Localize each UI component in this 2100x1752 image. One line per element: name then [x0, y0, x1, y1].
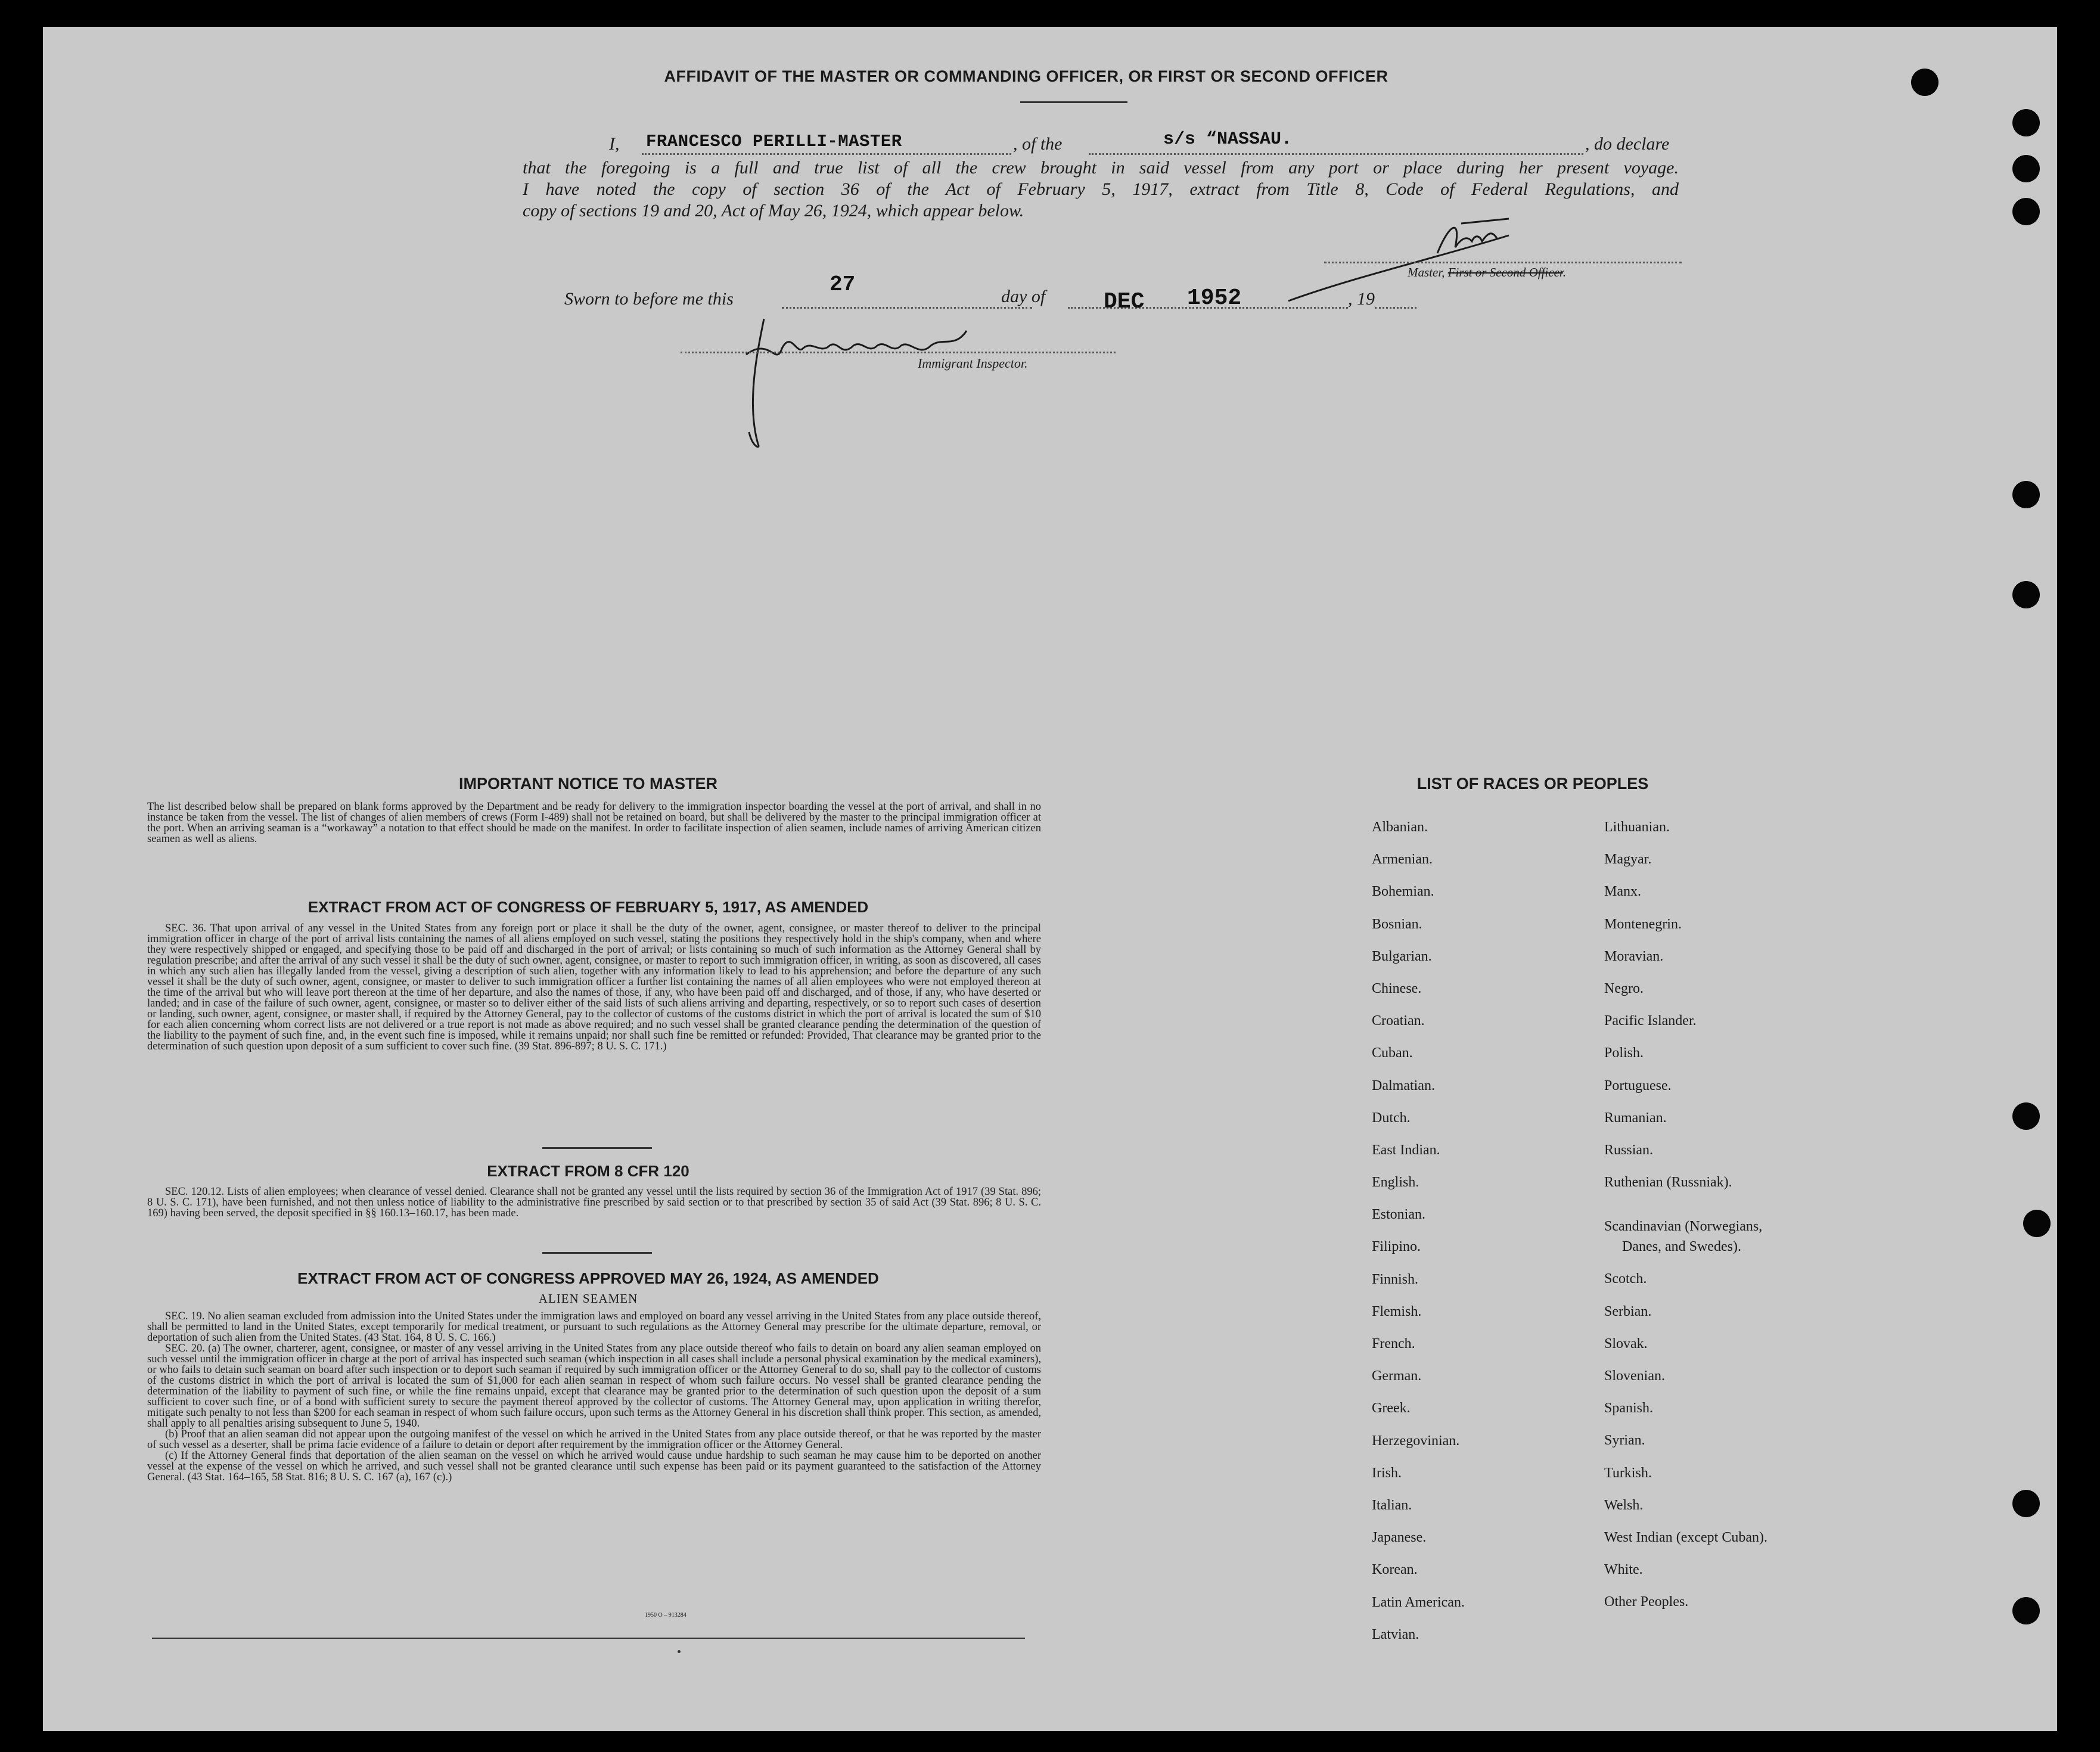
race-item: Cuban.: [1372, 1045, 1413, 1061]
sec-20c-text: (c) If the Attorney General finds that deportation of the alien seaman on the vessel on which he arrived would cause undue hardship to such seaman he may cause him to be deported on another vessel at the expense of the vessel on which he arrived, and such vessel shall not be granted clearance until such expense has been paid or its payment guaranteed to the satisfaction of the Attorney General. (43 Stat. 164–165, 58 Stat. 816; 8 U. S. C. 167 (a), 167 (c).): [147, 1450, 1041, 1483]
race-item: Latvian.: [1372, 1626, 1419, 1642]
year-prefix: , 19: [1348, 289, 1375, 309]
race-item: Spanish.: [1604, 1400, 1654, 1416]
race-item: Negro.: [1604, 980, 1644, 996]
race-item: Turkish.: [1604, 1465, 1652, 1481]
extract-1924-subtitle: ALIEN SEAMEN: [538, 1291, 638, 1306]
caption-struck: First or Second Officer: [1447, 265, 1563, 279]
race-item: Chinese.: [1372, 980, 1422, 996]
race-item: Japanese.: [1372, 1530, 1427, 1546]
do-declare-label: , do declare: [1585, 134, 1670, 154]
extract-1924-title: EXTRACT FROM ACT OF CONGRESS APPROVED MAY 26, 1924, AS AMENDED: [297, 1269, 879, 1287]
print-code: 1950 O – 913284: [645, 1612, 686, 1619]
affidavit-line-3: I have noted the copy of section 36 of the Act of February 5, 1917, extract from Title 8, Code of Federal Regulations, and: [523, 179, 1679, 199]
bottom-rule: [152, 1638, 1025, 1639]
punch-hole-icon: [2012, 1490, 2040, 1517]
rule-cfr: [542, 1252, 652, 1254]
race-item: Latin American.: [1372, 1594, 1465, 1610]
race-item: Flemish.: [1372, 1303, 1422, 1319]
race-item: Manx.: [1604, 884, 1641, 900]
race-item: Danes, and Swedes).: [1622, 1239, 1741, 1255]
punch-hole-icon: [2012, 1597, 2040, 1624]
race-item: White.: [1604, 1562, 1643, 1578]
sec-20a-text: SEC. 20. (a) The owner, charterer, agent, consignee, or master of any vessel arriving in the United States from any place outside thereof who fails to detain on board any alien seaman employed on such vessel until the immigration officer in charge at the port of arrival has inspected such seaman (which inspection in all cases shall include a personal physical examination by the medical examiners), or who fails to detain such seaman on board after such inspection or to deport such seaman if required by such immigration officer or the Attorney General to do so, shall pay to the collector of customs of the customs district in which the port of arrival is located the sum of $1,000 for each alien seaman in respect of whom such failure occurs. No vessel shall be granted clearance pending the determination of the liability to payment of such fine, or while the fine remains unpaid, except that clearance may be granted prior to the determination of such question upon the deposit of a sum sufficient to cover such fine, or of a bond with sufficient surety to secure the payment thereof approved by the collector of customs. The Attorney General may, upon application in writing therefor, mitigate such penalty to not less than $200 for each seaman in respect of whom such failure occurs, upon such terms as the Attorney General in his discretion shall think proper. This section, as amended, shall apply to all penalties arising subsequent to June 5, 1940.: [147, 1343, 1041, 1430]
race-item: English.: [1372, 1175, 1419, 1191]
sworn-month: DEC: [1104, 289, 1145, 315]
races-title: LIST OF RACES OR PEOPLES: [1416, 775, 1649, 793]
race-item: Albanian.: [1372, 819, 1428, 835]
race-item: Magyar.: [1604, 852, 1652, 868]
race-item: Slovak.: [1604, 1335, 1648, 1352]
race-item: Greek.: [1372, 1400, 1411, 1416]
caption-master: Master,: [1408, 265, 1448, 279]
race-item: Finnish.: [1372, 1271, 1419, 1287]
race-item: Estonian.: [1372, 1207, 1425, 1223]
rule-1917: [542, 1147, 652, 1149]
race-item: Dutch.: [1372, 1110, 1411, 1126]
punch-hole-icon: [2012, 481, 2040, 508]
punch-hole-icon: [1911, 69, 1939, 96]
sworn-day: 27: [830, 272, 856, 297]
vessel-name: s/s “NASSAU.: [1163, 129, 1293, 150]
day-line: [782, 307, 1032, 309]
race-item: Irish.: [1372, 1465, 1402, 1481]
race-item: Bohemian.: [1372, 884, 1434, 900]
race-item: Armenian.: [1372, 852, 1433, 868]
form-sheet: [43, 27, 2057, 1731]
sworn-year: 1952: [1187, 285, 1242, 311]
race-item: West Indian (except Cuban).: [1604, 1529, 1767, 1545]
extract-1924-body: [147, 1311, 1041, 1483]
title-rule: [1020, 101, 1127, 103]
race-item: East Indian.: [1372, 1142, 1440, 1158]
sec-19-text: SEC. 19. No alien seaman excluded from admission into the United States under the immigration laws and employed on board any vessel arriving in the United States from any place outside thereof, shall be permitted to land in the United States, except temporarily for medical treatment, or pursuant to such regulations as the Attorney General may prescribe for the ultimate departure, removal, or deportation of such alien from the United States. (43 Stat. 164, 8 U. S. C. 166.): [147, 1310, 1041, 1344]
sworn-label: Sworn to before me this: [564, 289, 734, 309]
race-item: Filipino.: [1372, 1239, 1421, 1255]
master-signature: [1282, 206, 1604, 307]
year-line: [1375, 307, 1416, 309]
i-label: I,: [609, 134, 620, 154]
races-col-1: [1372, 819, 1586, 1659]
race-item: Ruthenian (Russniak).: [1604, 1175, 1732, 1191]
races-col-2: [1604, 819, 1890, 1627]
race-item: Bulgarian.: [1372, 948, 1432, 964]
race-item: Portuguese.: [1604, 1077, 1672, 1094]
punch-hole-icon: [2023, 1210, 2051, 1237]
race-item: Herzegovinian.: [1372, 1433, 1460, 1449]
notice-text: The list described below shall be prepared on blank forms approved by the Department and be ready for delivery to the immigration inspector boarding the vessel at the port of arrival, and shall in no instance be taken from the vessel. The list of changes of alien members of crews (Form I-489) shall not be retained on board, but shall be delivered by the master to the principal immigration officer at the port. When an arriving seaman is a “workaway” a notation to that effect should be made on the manifest. In order to facilitate inspection of alien seamen, include names of arriving American citizen seamen as well as aliens.: [147, 801, 1041, 845]
race-item: Croatian.: [1372, 1013, 1425, 1029]
race-item: Montenegrin.: [1604, 916, 1682, 932]
race-item: Rumanian.: [1604, 1110, 1667, 1126]
punch-hole-icon: [2012, 581, 2040, 608]
affidavit-line-4: copy of sections 19 and 20, Act of May 26, 1924, which appear below.: [523, 201, 1024, 220]
extract-cfr-title: EXTRACT FROM 8 CFR 120: [487, 1162, 689, 1180]
punch-hole-icon: [2012, 155, 2040, 182]
affidavit-title: AFFIDAVIT OF THE MASTER OR COMMANDING OFFICER, OR FIRST OR SECOND OFFICER: [664, 67, 1388, 85]
race-item: Lithuanian.: [1604, 819, 1670, 835]
race-item: Scotch.: [1604, 1271, 1647, 1287]
inspector-caption: Immigrant Inspector.: [918, 356, 1028, 371]
extract-1917-title: EXTRACT FROM ACT OF CONGRESS OF FEBRUARY 5, 1917, AS AMENDED: [307, 898, 869, 916]
race-item: Scandinavian (Norwegians,: [1604, 1219, 1763, 1235]
inspector-signature: [686, 313, 1020, 456]
race-item: Serbian.: [1604, 1303, 1652, 1319]
race-item: Korean.: [1372, 1562, 1418, 1578]
race-item: Welsh.: [1604, 1497, 1644, 1513]
name-line: [642, 153, 1011, 155]
punch-hole-icon: [2012, 109, 2040, 136]
race-item: Slovenian.: [1604, 1368, 1665, 1384]
extract-1917-text: SEC. 36. That upon arrival of any vessel in the United States from any foreign port or place it shall be the duty of the owner, agent, consignee, or master thereof to deliver to the principal immigration officer in charge of the port of arrival lists containing the names of all aliens employed on such vessel, stating the positions they respectively hold in the ship's company, when and where they were respectively shipped or engaged, and specifying those to be paid off and discharged in the port of arrival; or lists containing so much of such information as the Attorney General shall by regulation prescribe; and after the arrival of any such vessel it shall be the duty of such owner, agent, consignee, or master to report to such immigration officer, in writing, as soon as discovered, all cases in which any such alien has illegally landed from the vessel, giving a description of such alien, together with any information likely to lead to his apprehension; and before the departure of any such vessel it shall be the duty of such owner, agent, consignee, or master to deliver to such immigration officer a further list containing the names of all alien employees who were not employed thereon at the time of the arrival but who will leave port thereon at the time of her departure, and also the names of those, if any, who have been paid off and discharged, and of those, if any, who have deserted or landed; and in case of the failure of such owner, agent, consignee, or master so to deliver either of the said lists of such aliens arriving and departing, respectively, or so to report such cases of desertion or landing, such owner, agent, consignee, or master shall, if required by the Attorney General, pay to the collector of customs of the customs district in which the port of arrival is located the sum of $10 for each alien concerning whom correct lists are not delivered or a true report is not made as above required; and no such vessel shall be granted clearance pending the determination of the question of the liability to the payment of such fine, and, in the event such fine is imposed, while it remains unpaid; nor shall such fine be remitted or refunded: Provided, That clearance may be granted prior to the determination of such question upon deposit of a sum sufficient to cover such fine. (39 Stat. 896-897; 8 U. S. C. 171.): [147, 922, 1041, 1052]
race-item: Polish.: [1604, 1045, 1644, 1061]
race-item: Russian.: [1604, 1142, 1654, 1158]
race-item: Other Peoples.: [1604, 1594, 1689, 1610]
punch-hole-icon: [2012, 1102, 2040, 1130]
race-item: French.: [1372, 1336, 1415, 1352]
race-item: Bosnian.: [1372, 916, 1422, 932]
notice-title: IMPORTANT NOTICE TO MASTER: [459, 775, 717, 793]
race-item: Syrian.: [1604, 1433, 1645, 1449]
race-item: German.: [1372, 1368, 1422, 1384]
sec-20b-text: (b) Proof that an alien seaman did not appear upon the outgoing manifest of the vessel on which he arrived in the United States from any place outside thereof, or that he was reported by the master of such vessel as a deserter, shall be prima facie evidence of a failure to detain or deport after requirement by the immigration officer or the Attorney General.: [147, 1428, 1041, 1451]
master-signature-line: [1324, 262, 1682, 263]
race-item: Pacific Islander.: [1604, 1013, 1697, 1029]
race-item: Moravian.: [1604, 948, 1664, 964]
race-item: Dalmatian.: [1372, 1077, 1435, 1094]
race-item: Italian.: [1372, 1497, 1412, 1513]
punch-hole-icon: [2012, 198, 2040, 225]
master-signature-caption: [1408, 265, 1566, 280]
master-name: FRANCESCO PERILLI-MASTER: [646, 132, 902, 151]
affidavit-line-2: that the foregoing is a full and true list of all the crew brought in said vessel from any port or place during her present voyage.: [523, 158, 1679, 178]
vessel-line: [1089, 153, 1583, 155]
bottom-dot: [678, 1650, 681, 1653]
of-the-label: , of the: [1013, 134, 1063, 154]
inspector-signature-line: [681, 352, 1116, 353]
caption-period: .: [1562, 265, 1566, 279]
extract-cfr-text: SEC. 120.12. Lists of alien employees; when clearance of vessel denied. Clearance shall not be granted any vessel until the lists required by section 36 of the Immigration Act of 1917 (39 Stat. 896; 8 U. S. C. 171), have been furnished, and not then unless notice of liability to the administrative fine prescribed by said section or to that prescribed by section 35 of said Act (39 Stat. 896; 8 U. S. C. 169) having been served, the deposit specified in §§ 160.13–160.17, has been made.: [147, 1186, 1041, 1219]
day-of-label: day of: [1001, 287, 1046, 306]
